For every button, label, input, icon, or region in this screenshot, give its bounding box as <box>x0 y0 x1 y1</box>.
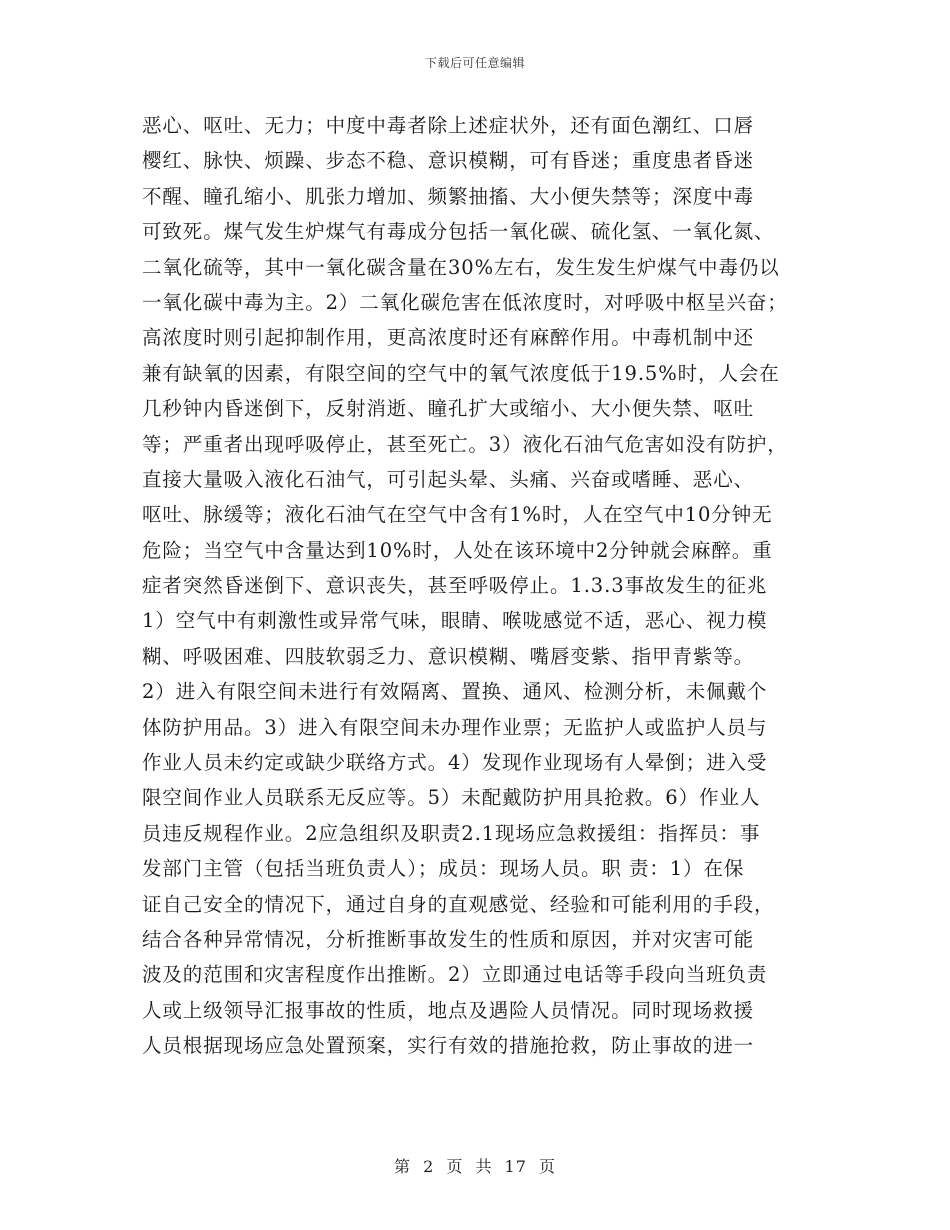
body-line-1: 恶心、呕吐、无力；中度中毒者除上述症状外，还有面色潮红、口唇 <box>142 114 755 137</box>
body-line-19: 作业人员未约定或缺少联络方式。4）发现作业现场有人晕倒；进入受 <box>142 751 768 775</box>
body-line-8: 兼有缺氧的因素，有限空间的空气中的氧气浓度低于19.5%时，人会在 <box>142 361 780 385</box>
body-line-13: 危险；当空气中含量达到10%时，人处在该环境中2分钟就会麻醉。重 <box>142 538 773 562</box>
body-line-14: 症者突然昏迷倒下、意识丧失，甚至呼吸停止。1.3.3事故发生的征兆 <box>142 574 768 598</box>
body-line-12: 呕吐、脉缓等；液化石油气在空气中含有1%时，人在空气中10分钟无 <box>142 503 773 527</box>
body-line-16: 糊、呼吸困难、四肢软弱乏力、意识模糊、嘴唇变紫、指甲青紫等。 <box>142 644 755 668</box>
body-line-9: 几秒钟内昏迷倒下，反射消逝、瞳孔扩大或缩小、大小便失禁、呕吐 <box>142 397 755 421</box>
body-line-5: 二氧化硫等，其中一氧化碳含量在30%左右，发生发生炉煤气中毒仍以 <box>142 255 780 279</box>
body-line-24: 结合各种异常情况，分析推断事故发生的性质和原因，并对灾害可能 <box>142 927 755 951</box>
body-line-27: 人员根据现场应急处置预案，实行有效的措施抢救，防止事故的进一 <box>142 1034 755 1058</box>
body-line-18: 体防护用品。3）进入有限空间未办理作业票；无监护人或监护人员与 <box>142 715 768 739</box>
body-line-23: 证自己安全的情况下，通过自身的直观感觉、经验和可能利用的手段， <box>142 892 775 916</box>
body-line-6: 一氧化碳中毒为主。2）二氧化碳危害在低浓度时，对呼吸中枢呈兴奋； <box>142 290 788 314</box>
body-line-2: 樱红、脉快、烦躁、步态不稳、意识模糊，可有昏迷；重度患者昏迷 <box>142 149 755 173</box>
body-line-25: 波及的范围和灾害程度作出推断。2）立即通过电话等手段向当班负责 <box>142 963 768 987</box>
body-line-4: 可致死。煤气发生炉煤气有毒成分包括一氧化碳、硫化氢、一氧化氮、 <box>142 220 775 244</box>
body-line-22: 发部门主管（包括当班负责人）；成员：现场人员。职 责：1）在保 <box>142 857 745 881</box>
body-line-20: 限空间作业人员联系无反应等。5）未配戴防护用具抢救。6）作业人 <box>142 786 761 810</box>
body-line-10: 等；严重者出现呼吸停止，甚至死亡。3）液化石油气危害如没有防护， <box>142 432 788 456</box>
body-line-7: 高浓度时则引起抑制作用，更高浓度时还有麻醉作用。中毒机制中还 <box>142 326 755 350</box>
body-line-3: 不醒、瞳孔缩小、肌张力增加、频繁抽搐、大小便失禁等；深度中毒 <box>142 184 755 208</box>
body-line-26: 人或上级领导汇报事故的性质，地点及遇险人员情况。同时现场救援 <box>142 998 755 1022</box>
document-body <box>142 108 808 1064</box>
page-number-footer: 第 2 页 共 17 页 <box>394 1157 556 1176</box>
body-line-21: 员违反规程作业。2应急组织及职责2.1现场应急救援组：指挥员：事 <box>142 821 761 845</box>
body-line-15: 1）空气中有刺激性或异常气味，眼睛、喉咙感觉不适，恶心、视力模 <box>142 609 768 633</box>
page-header: 下载后可任意编辑 <box>424 56 525 70</box>
body-line-17: 2）进入有限空间未进行有效隔离、置换、通风、检测分析，未佩戴个 <box>142 680 768 704</box>
body-line-11: 直接大量吸入液化石油气，可引起头晕、头痛、兴奋或嗜睡、恶心、 <box>142 467 755 491</box>
